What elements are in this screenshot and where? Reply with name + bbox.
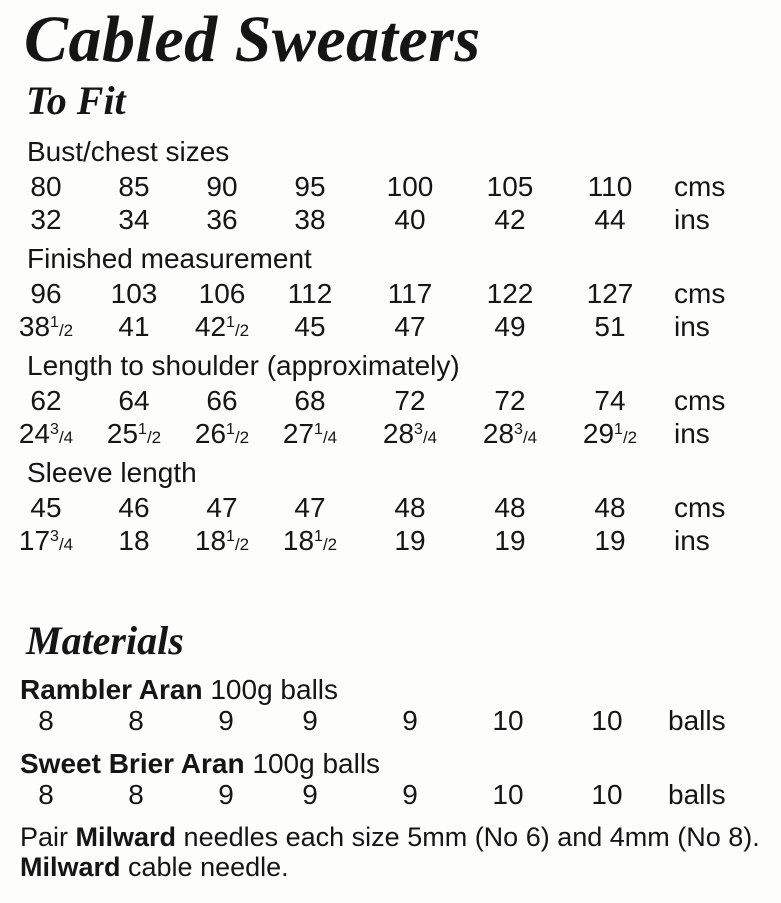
fraction: $^1$/4 bbox=[314, 421, 338, 447]
size-value: $38^1/2$ bbox=[18, 311, 74, 342]
ball-count: 10 bbox=[591, 705, 623, 736]
size-value: $28^3/4$ bbox=[482, 418, 538, 449]
size-row bbox=[0, 491, 781, 525]
measurement-label: Finished measurement bbox=[27, 243, 312, 274]
size-value: 110 bbox=[587, 171, 633, 202]
unit-label: cms bbox=[674, 492, 726, 523]
materials-heading: Materials bbox=[26, 618, 184, 663]
size-row bbox=[0, 203, 781, 237]
size-value: 48 bbox=[394, 492, 426, 523]
size-value: 85 bbox=[118, 171, 150, 202]
to-fit-heading: To Fit bbox=[26, 78, 126, 123]
size-value: $25^1/2$ bbox=[106, 418, 162, 449]
ball-count: 10 bbox=[591, 779, 623, 810]
size-value: $27^1/4$ bbox=[282, 418, 338, 449]
size-value: 72 bbox=[494, 385, 526, 416]
size-value: 112 bbox=[287, 278, 333, 309]
size-value: 18 bbox=[118, 525, 150, 556]
yarn-label: Sweet Brier Aran 100g balls bbox=[20, 748, 381, 779]
size-value: 106 bbox=[198, 278, 246, 309]
size-value: 48 bbox=[494, 492, 526, 523]
size-value: $28^3/4$ bbox=[382, 418, 438, 449]
ball-count: 8 bbox=[38, 779, 54, 810]
brand-name: Milward bbox=[20, 852, 121, 882]
size-value: 95 bbox=[294, 171, 326, 202]
unit-label: balls bbox=[668, 779, 726, 810]
size-row bbox=[0, 277, 781, 311]
size-value: 45 bbox=[30, 492, 62, 523]
fraction: $^1$/2 bbox=[226, 421, 250, 447]
ball-count: 9 bbox=[218, 779, 234, 810]
size-value: 117 bbox=[387, 278, 433, 309]
ball-count: 8 bbox=[128, 779, 144, 810]
size-value: 66 bbox=[206, 385, 238, 416]
unit-label: cms bbox=[674, 385, 726, 416]
fraction: $^1$/2 bbox=[614, 421, 638, 447]
size-value: 47 bbox=[206, 492, 238, 523]
size-value: 45 bbox=[294, 311, 326, 342]
size-value: 64 bbox=[118, 385, 150, 416]
ball-count: 10 bbox=[492, 779, 524, 810]
size-value: 127 bbox=[586, 278, 634, 309]
ball-count: 10 bbox=[492, 705, 524, 736]
unit-label: ins bbox=[674, 204, 710, 235]
size-row bbox=[0, 417, 781, 451]
size-value: 38 bbox=[294, 204, 326, 235]
yarn-brand: Rambler Aran bbox=[20, 674, 203, 705]
yarn-label: Rambler Aran 100g balls bbox=[20, 674, 339, 705]
size-value: 100 bbox=[386, 171, 434, 202]
size-value: 51 bbox=[594, 311, 626, 342]
size-value: 68 bbox=[294, 385, 326, 416]
size-value: 80 bbox=[30, 171, 62, 202]
size-value: 105 bbox=[486, 171, 534, 202]
fraction: $^1$/2 bbox=[314, 528, 338, 554]
page-title: Cabled Sweaters bbox=[24, 3, 481, 76]
size-value: 19 bbox=[494, 525, 526, 556]
size-value: $17^3/4$ bbox=[18, 525, 74, 556]
size-value: 72 bbox=[394, 385, 426, 416]
size-value: 34 bbox=[118, 204, 150, 235]
size-value: 44 bbox=[594, 204, 626, 235]
unit-label: ins bbox=[674, 418, 710, 449]
size-value: $42^1/2$ bbox=[194, 311, 250, 342]
size-value: 48 bbox=[594, 492, 626, 523]
fraction: $^3$/4 bbox=[414, 421, 438, 447]
size-value: 47 bbox=[394, 311, 426, 342]
fraction: $^1$/2 bbox=[226, 314, 250, 340]
size-value: $24^3/4$ bbox=[18, 418, 74, 449]
unit-label: cms bbox=[674, 171, 726, 202]
size-value: 47 bbox=[294, 492, 326, 523]
ball-count: 9 bbox=[218, 705, 234, 736]
yarn-brand: Sweet Brier Aran bbox=[20, 748, 245, 779]
measurement-label: Sleeve length bbox=[27, 457, 197, 488]
unit-label: ins bbox=[674, 525, 710, 556]
ball-count: 8 bbox=[38, 705, 54, 736]
size-value: 62 bbox=[30, 385, 62, 416]
unit-label: ins bbox=[674, 311, 710, 342]
fraction: $^3$/4 bbox=[514, 421, 538, 447]
size-value: 41 bbox=[118, 311, 150, 342]
yarn-quantity-row bbox=[0, 704, 781, 738]
size-value: 19 bbox=[594, 525, 626, 556]
size-value: $18^1/2$ bbox=[194, 525, 250, 556]
size-value: 42 bbox=[494, 204, 526, 235]
needles-note: Pair Milward needles each size 5mm (No 6) and 4mm (No 8). Milward cable needle. bbox=[20, 822, 760, 882]
unit-label: balls bbox=[668, 705, 726, 736]
size-value: 19 bbox=[394, 525, 426, 556]
ball-count: 9 bbox=[302, 779, 318, 810]
brand-name: Milward bbox=[75, 822, 177, 852]
measurement-label: Bust/chest sizes bbox=[27, 136, 230, 167]
size-value: 74 bbox=[594, 385, 626, 416]
yarn-quantity-row bbox=[0, 778, 781, 812]
ball-count: 9 bbox=[402, 779, 418, 810]
fraction: $^1$/2 bbox=[50, 314, 74, 340]
ball-count: 8 bbox=[128, 705, 144, 736]
size-value: 90 bbox=[206, 171, 238, 202]
fraction: $^1$/2 bbox=[138, 421, 162, 447]
size-value: 103 bbox=[110, 278, 158, 309]
size-row bbox=[0, 524, 781, 558]
size-row bbox=[0, 384, 781, 418]
size-value: $26^1/2$ bbox=[194, 418, 250, 449]
size-value: 46 bbox=[118, 492, 150, 523]
size-value: 32 bbox=[30, 204, 62, 235]
fraction: $^3$/4 bbox=[50, 528, 74, 554]
size-value: 96 bbox=[30, 278, 62, 309]
ball-count: 9 bbox=[402, 705, 418, 736]
fraction: $^1$/2 bbox=[226, 528, 250, 554]
size-value: $29^1/2$ bbox=[582, 418, 638, 449]
size-row bbox=[0, 310, 781, 344]
measurement-label: Length to shoulder (approximately) bbox=[27, 350, 460, 381]
ball-count: 9 bbox=[302, 705, 318, 736]
fraction: $^3$/4 bbox=[50, 421, 74, 447]
size-value: 36 bbox=[206, 204, 238, 235]
size-value: 49 bbox=[494, 311, 526, 342]
size-value: $18^1/2$ bbox=[282, 525, 338, 556]
unit-label: cms bbox=[674, 278, 726, 309]
size-row bbox=[0, 170, 781, 204]
size-value: 122 bbox=[486, 278, 534, 309]
size-value: 40 bbox=[394, 204, 426, 235]
